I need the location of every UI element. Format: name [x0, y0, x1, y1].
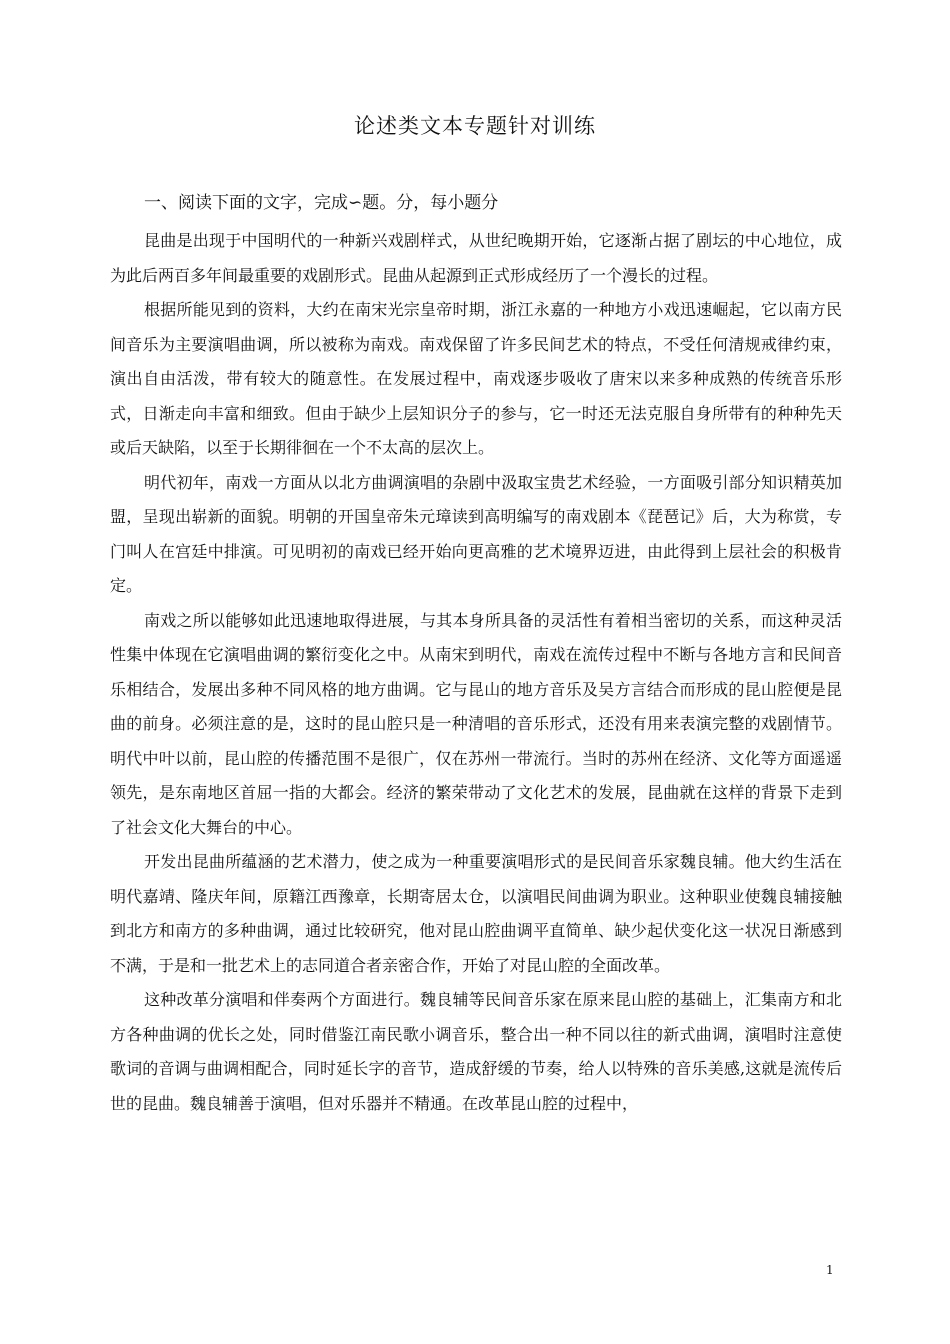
section-heading: 一、阅读下面的文字，完成∽题。分，每小题分 — [144, 193, 499, 213]
document-body — [110, 186, 842, 1121]
page-number: 1 — [826, 1263, 834, 1277]
paragraph-6: 这种改革分演唱和伴奏两个方面进行。魏良辅等民间音乐家在原来昆山腔的基础上，汇集南方和北方各种曲调的优长之处，同时借鉴江南民歌小调音乐，整合出一种不同以往的新式曲调，演唱时注意使歌词的音调与曲调相配合，同时延长字的音节，造成舒缓的节奏，给人以特殊的音乐美感,这就是流传后世的昆曲。魏良辅善于演唱，但对乐器并不精通。在改革昆山腔的过程中， — [110, 990, 842, 1113]
paragraph-3: 明代初年，南戏一方面从以北方曲调演唱的杂剧中汲取宝贵艺术经验，一方面吸引部分知识精英加盟，呈现出崭新的面貌。明朝的开国皇帝朱元璋读到高明编写的南戏剧本《琵琶记》后，大为称赏，专门叫人在宫廷中排演。可见明初的南戏已经开始向更高雅的艺术境界迈进，由此得到上层社会的积极肯定。 — [110, 472, 842, 595]
page-title: 论述类文本专题针对训练 — [354, 114, 596, 138]
paragraph-4: 南戏之所以能够如此迅速地取得进展，与其本身所具备的灵活性有着相当密切的关系，而这种灵活性集中体现在它演唱曲调的繁衍变化之中。从南宋到明代，南戏在流传过程中不断与各地方言和民间音乐相结合，发展出多种不同风格的地方曲调。它与昆山的地方音乐及吴方言结合而形成的昆山腔便是昆曲的前身。必须注意的是，这时的昆山腔只是一种清唱的音乐形式，还没有用来表演完整的戏剧情节。明代中叶以前，昆山腔的传播范围不是很广，仅在苏州一带流行。当时的苏州在经济、文化等方面遥遥领先，是东南地区首屈一指的大都会。经济的繁荣带动了文化艺术的发展，昆曲就在这样的背景下走到了社会文化大舞台的中心。 — [110, 610, 842, 837]
paragraph-1: 昆曲是出现于中国明代的一种新兴戏剧样式，从世纪晚期开始，它逐渐占据了剧坛的中心地位，成为此后两百多年间最重要的戏剧形式。昆曲从起源到正式形成经历了一个漫长的过程。 — [110, 231, 842, 285]
paragraph-5: 开发出昆曲所蕴涵的艺术潜力，使之成为一种重要演唱形式的是民间音乐家魏良辅。他大约生活在明代嘉靖、隆庆年间，原籍江西豫章，长期寄居太仓，以演唱民间曲调为职业。这种职业使魏良辅接触到北方和南方的多种曲调，通过比较研究，他对昆山腔曲调平直简单、缺少起伏变化这一状况日渐感到不满，于是和一批艺术上的志同道合者亲密合作，开始了对昆山腔的全面改革。 — [110, 852, 842, 975]
paragraph-2: 根据所能见到的资料，大约在南宋光宗皇帝时期，浙江永嘉的一种地方小戏迅速崛起，它以南方民间音乐为主要演唱曲调，所以被称为南戏。南戏保留了许多民间艺术的特点，不受任何清规戒律约束，演出自由活泼，带有较大的随意性。在发展过程中，南戏逐步吸收了唐宋以来多种成熟的传统音乐形式，日渐走向丰富和细致。但由于缺少上层知识分子的参与，它一时还无法克服自身所带有的种种先天或后天缺陷，以至于长期徘徊在一个不太高的层次上。 — [110, 300, 842, 457]
